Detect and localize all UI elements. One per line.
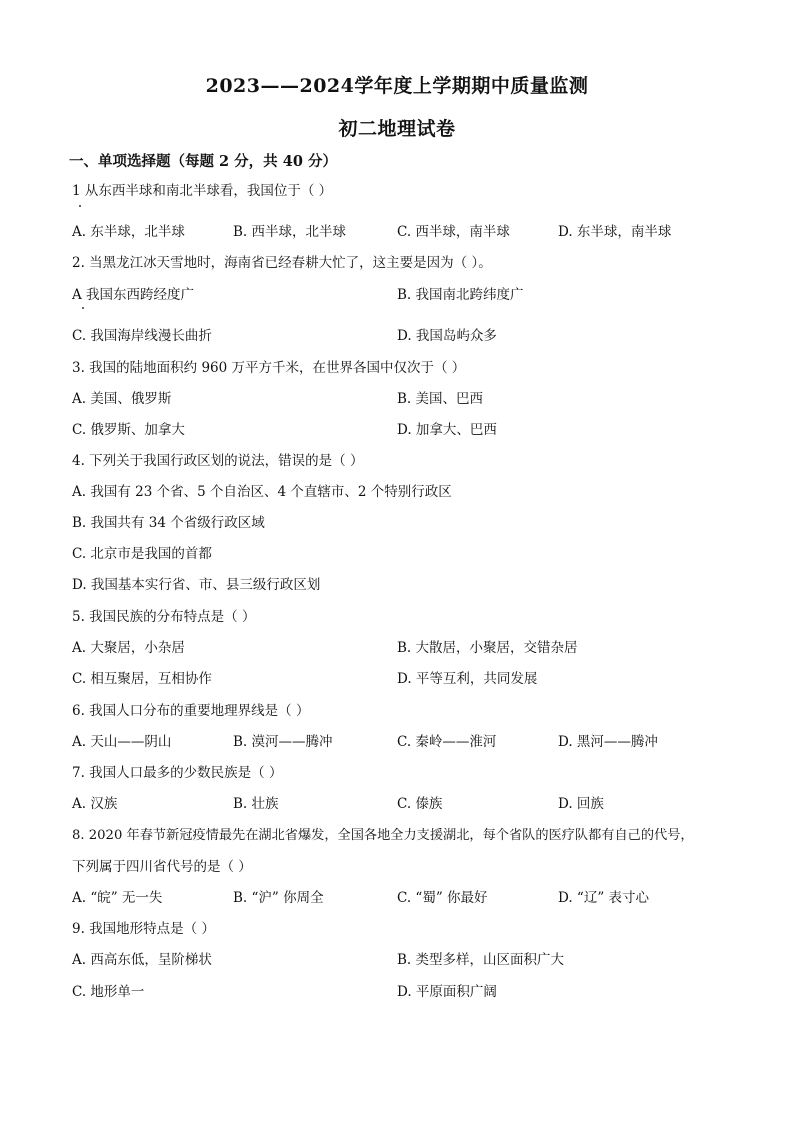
question-1-option-b: B. 西半球，北半球 (233, 224, 347, 240)
question-7-option-c: C. 傣族 (397, 796, 443, 812)
question-8-option-d: D. “辽” 表寸心 (558, 890, 650, 906)
question-9-option-d: D. 平原面积广阔 (397, 984, 497, 1000)
question-2-option-d: D. 我国岛屿众多 (397, 328, 497, 344)
question-4-option-d: D. 我国基本实行省、市、县三级行政区划 (72, 577, 321, 593)
exam-subtitle: 初二地理试卷 (338, 118, 456, 140)
decorative-dot (82, 307, 84, 309)
question-5-stem: 5. 我国民族的分布特点是（ ） (72, 609, 256, 625)
question-8-option-c: C. “蜀” 你最好 (397, 890, 488, 906)
question-3-option-b: B. 美国、巴西 (397, 391, 484, 407)
question-1-option-a: A. 东半球，北半球 (72, 224, 185, 240)
question-2-option-a: A 我国东西跨经度广 (72, 287, 195, 303)
question-7-option-b: B. 壮族 (233, 796, 279, 812)
question-8-stem: 8. 2020 年春节新冠疫情最先在湖北省爆发，全国各地全力支援湖北，每个省队的医疗队都有自己的代号， (72, 828, 694, 843)
question-5-option-b: B. 大散居，小聚居，交错杂居 (397, 640, 578, 656)
question-9-option-c: C. 地形单一 (72, 984, 145, 1000)
question-3-option-c: C. 俄罗斯、加拿大 (72, 422, 185, 438)
question-7-option-a: A. 汉族 (72, 796, 118, 812)
question-1-option-c: C. 西半球，南半球 (397, 224, 510, 240)
question-9-option-a: A. 西高东低，呈阶梯状 (72, 952, 212, 968)
question-3-option-d: D. 加拿大、巴西 (397, 422, 497, 438)
decorative-dot (79, 205, 81, 207)
question-1-option-d: D. 东半球，南半球 (558, 224, 672, 240)
question-4-option-a: A. 我国有 23 个省、5 个自治区、4 个直辖市、2 个特别行政区 (72, 484, 452, 500)
question-7-option-d: D. 回族 (558, 796, 604, 812)
question-3-stem: 3. 我国的陆地面积约 960 万平方千米，在世界各国中仅次于（ ） (72, 360, 466, 376)
question-7-stem: 7. 我国人口最多的少数民族是（ ） (72, 765, 283, 781)
question-5-option-a: A. 大聚居，小杂居 (72, 640, 185, 656)
question-5-option-c: C. 相互聚居，互相协作 (72, 671, 212, 687)
question-6-stem: 6. 我国人口分布的重要地理界线是（ ） (72, 703, 310, 719)
question-3-option-a: A. 美国、俄罗斯 (72, 391, 172, 407)
question-8-option-b: B. “沪” 你周全 (233, 890, 324, 906)
section-heading: 一、单项选择题（每题 2 分，共 40 分） (69, 153, 337, 170)
question-2-option-c: C. 我国海岸线漫长曲折 (72, 328, 212, 344)
question-2-option-b: B. 我国南北跨纬度广 (397, 287, 524, 303)
question-2-stem: 2. 当黑龙江冰天雪地时，海南省已经春耕大忙了，这主要是因为（ ）。 (72, 255, 492, 271)
question-6-option-c: C. 秦岭——淮河 (397, 734, 497, 750)
question-8-stem-continued: 下列属于四川省代号的是（ ） (72, 859, 252, 875)
question-6-option-d: D. 黑河——腾冲 (558, 734, 658, 750)
question-9-stem: 9. 我国地形特点是（ ） (72, 921, 215, 937)
question-6-option-a: A. 天山——阴山 (72, 734, 172, 750)
question-9-option-b: B. 类型多样，山区面积广大 (397, 952, 565, 968)
question-1-stem: 1 从东西半球和南北半球看，我国位于（ ） (72, 183, 333, 199)
exam-title: 2023——2024学年度上学期期中质量监测 (205, 75, 589, 97)
question-5-option-d: D. 平等互利，共同发展 (397, 671, 538, 687)
question-4-stem: 4. 下列关于我国行政区划的说法，错误的是（ ） (72, 453, 364, 469)
question-4-option-b: B. 我国共有 34 个省级行政区域 (72, 515, 265, 531)
question-8-option-a: A. “皖” 无一失 (72, 890, 163, 906)
question-4-option-c: C. 北京市是我国的首都 (72, 546, 212, 562)
question-6-option-b: B. 漠河——腾冲 (233, 734, 333, 750)
